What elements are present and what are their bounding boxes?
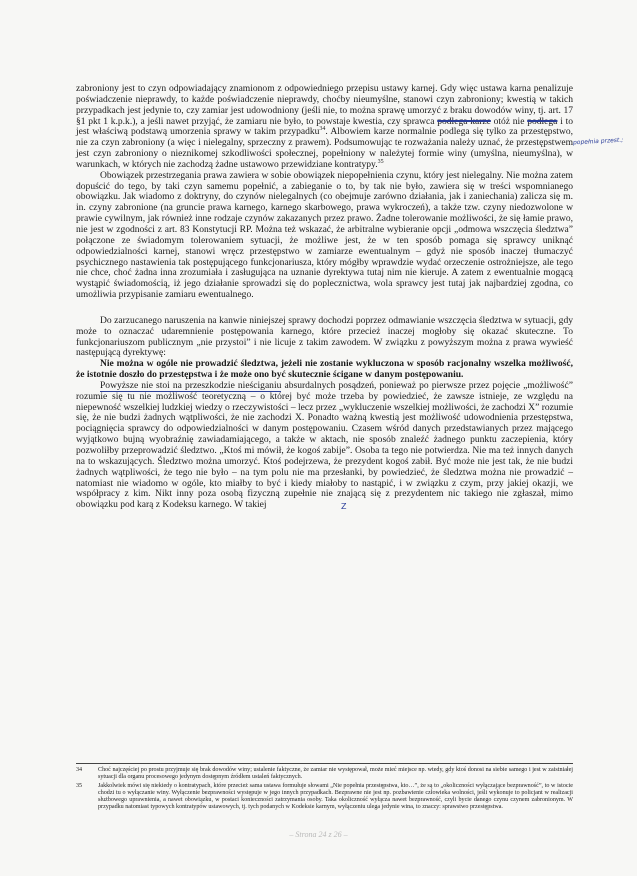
footnote-number: 35 [76, 783, 83, 790]
footnote-34 [76, 767, 573, 781]
footnotes-section [76, 763, 573, 814]
paragraph-text: zabroniony jest to czyn odpowiadający znamionom z odpowiedniego przepisu ustawy karnej. Gdy więc ustawa karna penalizuje poświadczenie nieprawdy, to każde poświadczenie nieprawdy, choćby nieumyślne, stanowi czyn zabroniony; kwestią w takich przypadkach jest jedynie to, czy zamiar jest udowodniony (jeśli nie, to można sprawę umorzyć z braku dowodów winy, tj. art. 17 §1 pkt 1 k.p.k.), a jeśli nawet przyjąć, że zamiaru nie było, to powstaje kwestia, czy sprawca [76, 83, 573, 127]
paragraph-2: Obowiązek przestrzegania prawa zawiera w sobie obowiązek niepopełnienia czynu, który jest nielegalny. Nie można zatem dopuścić do tego, by taki czyn samemu popełnić, a zabieganie o to, by tak nie było, zawiera się w treści wspomnianego obowiązku. Jak wiadomo z doktryny, do czynów nielegalnych (co obejmuje zarówno działania, jak i zaniechania) zalicza się m. in. czyny zabronione (na gruncie prawa karnego, karnego skarbowego, prawa wykroczeń), a także tzw. czyny niedozwolone w prawie cywilnym, jak również inne rodzaje czynów zakazanych przez prawo. Żadne tolerowanie możliwości, że się łamie prawo, nie jest w zgodności z art. 83 Konstytucji RP. Można też wskazać, że arbitralne wybieranie opcji „odmowa wszczęcia śledztwa” połączone ze świadomym tolerowaniem sytuacji, że możliwe jest, że w ten sposób pomaga się sprawcy uniknąć odpowiedzialności karnej, stanowi wręcz przestępstwo w zamiarze ewentualnym – gdyż nie sposób inaczej tłumaczyć psychicznego nastawienia tak postępującego funkcjonariusza, który mógłby wprawdzie wydać orzeczenie ostrożniejsze, ale tego nie chce, choć żadna inna zrozumiała i zasługująca na uznanie dyrektywa tutaj nim nie kieruje. A zatem z ewentualnie mogącą wystąpić świadomością, iż jego działanie sprowadzi się do poplecznictwa, wola sprawcy jest tutaj jak najbardziej zgodna, co umożliwia przypisanie zamiaru ewentualnego. [76, 169, 573, 301]
footnote-ref-35[interactable]: 35 [377, 158, 384, 165]
document-body [76, 84, 573, 511]
paragraph-text: i to jest właściwą podstawą umorzenia sprawy w takim przypadku [76, 115, 574, 138]
paragraph-text: otóż nie [493, 115, 525, 127]
footnote-text: Jakkolwiek mówi się niekiedy o kontratypach, które przecież sama ustawa formułuje słowami „Nie popełnia przestępstwa, kto…”, że są to „okoliczności wyłączające bezprawność”, to w istocie chodzi tu o wyłączanie winy. Wyłączenie bezprawności występuje w jego innych przypadkach. Bezprawne nie jest np. pozbawienie człowieka wolności, jeśli wykonuje to policjant w realizacji służbowego uprawnienia, a nawet obowiązku, w postaci konieczności zatrzymania osoby. Taka okoliczność wyłącza nawet bezprawność, czyli bycie danego czynu czynem zabronionym. W przypadku natomiast typowych kontratypów ustawowych, tj. tych podanych w Kodeksie karnym, wyłączeniu ulega jedynie wina, to znaczy: sprawstwo przestępstwa. [98, 783, 573, 811]
paragraph-5 [76, 381, 573, 511]
paragraph-text: . Albowiem karze normalnie podlega się tylko za przestępstwo, nie za czyn zabroniony (a więc i nielegalny, sprzeczny z prawem). Podsumowując te rozważania należy uznać, że przestępstwem jest czyn zabroniony o nieznikomej szkodliwości społecznej, popełniony w należytej formie winy (umyślna, nieumyślna), w warunkach, w których nie zachodzą żadne ustawowo przewidziane kontratypy. [76, 126, 574, 170]
footnote-ref-34[interactable]: 34 [319, 126, 326, 133]
footnote-number: 34 [76, 767, 83, 773]
footnote-35 [76, 783, 573, 811]
footnote-text: Choć najczęściej po prostu przyjmuje się brak dowodów winy; ustalenie faktyczne, że zamiar nie występował, może mieć miejsce np. wtedy, gdy ktoś donosi na siebie samego i jest w zaistniałej sytuacji dla organu procesowego jedynym dostępnym źródłem ustaleń faktycznych. [98, 767, 573, 781]
directive-bold: Nie można w ogóle nie prowadzić śledztwa, jeżeli nie zostanie wykluczona w sposób racjonalny wszelka możliwość, że istotnie doszło do przestępstwa i że może ono być skutecznie ścigane w danym postępowaniu. [76, 358, 573, 381]
paragraph-1 [76, 84, 573, 171]
handwritten-pen-mark: Z [341, 502, 347, 511]
paragraph-text: absurdalnych posądzeń, ponieważ po pierwsze przez pojęcie „możliwość” rozumie się tu nie możliwość teoretyczną – o której być może trzeba by powiedzieć, że zawsze istnieje, ze względu na niepewność wszelkiej ludzkiej wiedzy o rzeczywistości – lecz przez „wykluczenie wszelkiej możliwości, że zachodzi X” rozumie się, że nie budzi żadnych wątpliwości, że nie zachodzi X. Ponadto ważną kwestią jest możliwość udowodnienia przestępstwa, pociągnięcia sprawcy do odpowiedzialności w danym postępowaniu. Czasem wśród danych przedstawianych przez mającego wyjątkowo bujną wyobraźnię zawiadamiającego, a także w aktach, nie sposób znaleźć żadnego punktu zaczepienia, który pozwoliłby przeprowadzić śledztwo. „Ktoś mi mówił, że kogoś zabije”. Osoba ta tego nie potwierdza. Nie ma też innych danych na to wskazujących. Śledztwo można umorzyć. Ktoś podejrzewa, że prezydent kogoś zabił. Być może nie jest tak, że nie budzi żadnych wątpliwości, że tego nie było – na tym polu nie ma przesłanki, by powiedzieć, że śledztwa można nie prowadzić – natomiast nie wiadomo w ogóle, kto miałby to być i kiedy miałoby to nastąpić, i w związku z czym, przy jakiej okazji, we współpracy z kim. Nikt inny poza osobą fizyczną zupełnie nie znającą się z prezydentem nic takiego nie zgłaszał, mimo obowiązku pod karą z Kodeksu karnego. W takiej [76, 379, 573, 511]
underlined-word: Powyższe nie stoi na przeszkodzie nieściganiu [100, 379, 282, 391]
page-number: – Strona 24 z 26 – [289, 830, 348, 839]
paragraph-3: Do zarzucanego naruszenia na kanwie niniejszej sprawy dochodzi poprzez odmawianie wszczęcia śledztwa w sytuacji, gdy może to oznaczać udaremnienie postępowania karnego, które przecież inaczej mogłoby się okazać skuteczne. To funkcjonariuszom publicznym „nie przystoi” i nie licuje z takim zawodem. W związku z powyższym można z prawa wywieść następującą dyrektywę: [76, 314, 573, 359]
struck-text: podlega karze [437, 115, 491, 127]
struck-text: podlega [527, 115, 558, 127]
handwritten-margin-note: popełnia przest.; [572, 136, 624, 147]
